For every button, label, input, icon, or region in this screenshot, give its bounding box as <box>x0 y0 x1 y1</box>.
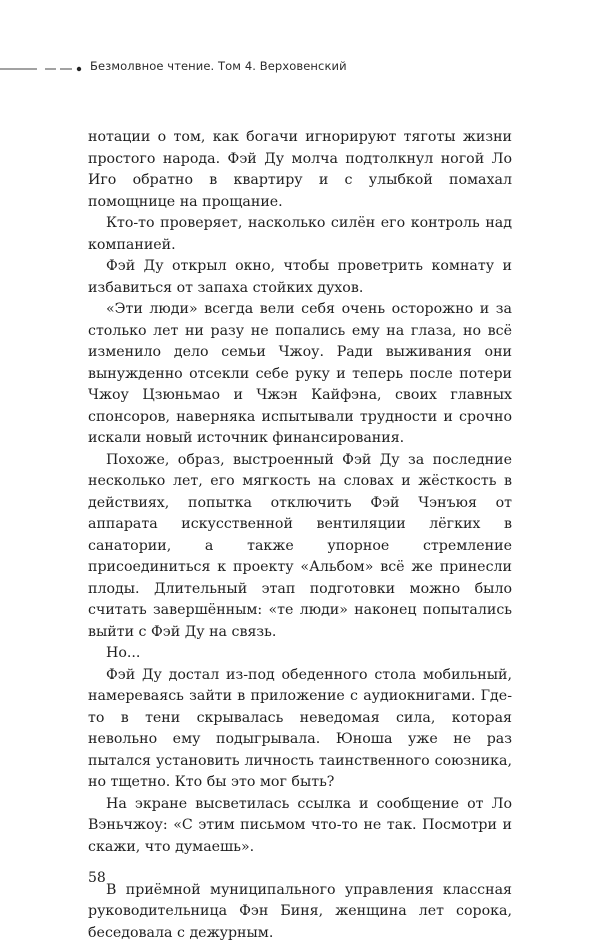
paragraph: Кто-то проверяет, насколько силён его контроль над компанией. <box>88 213 512 256</box>
paragraph: Но... <box>88 643 512 665</box>
paragraph: Похоже, образ, выстроенный Фэй Ду за последние несколько лет, его мягкость на словах и жёсткость в действиях, попытка отключить Фэй Чэнъюя от аппарата искусственной вентиляции лёгких в санатории, а также упорное стремление присоединиться к проекту «Альбом» всё же принесли плоды. Длительный этап подготовки можно было считать завершённым: «те люди» наконец попытались выйти с Фэй Ду на связь. <box>88 450 512 644</box>
running-header <box>0 58 600 78</box>
page-number: 58 <box>88 870 106 886</box>
paragraph: Фэй Ду достал из-под обеденного стола мобильный, намереваясь зайти в приложение с аудиокнигами. Где-то в тени скрывалась неведомая сила, которая невольно ему подыгрывала. Юноша уже не раз пытался установить личность таинственного союзника, но тщетно. Кто бы это мог быть? <box>88 665 512 794</box>
paragraph: На экране высветилась ссылка и сообщение от Ло Вэньчжоу: «С этим письмом что-то не так. Посмотри и скажи, что думаешь». <box>88 794 512 859</box>
header-ornament-rule <box>0 58 88 78</box>
running-title: Безмолвное чтение. Том 4. Верховенский <box>90 59 347 73</box>
paragraph: В приёмной муниципального управления классная руководительница Фэн Биня, женщина лет сорока, беседовала с дежурным. <box>88 880 512 944</box>
paragraph: Фэй Ду открыл окно, чтобы проветрить комнату и избавиться от запаха стойких духов. <box>88 256 512 299</box>
paragraph: «Эти люди» всегда вели себя очень осторожно и за столько лет ни разу не попались ему на глаза, но всё изменило дело семьи Чжоу. Ради выживания они вынужденно отсекли себе руку и теперь после потери Чжоу Цзюньмао и Чжэн Кайфэна, своих главных спонсоров, наверняка испытывали трудности и срочно искали новый источник финансирования. <box>88 299 512 450</box>
paragraph: нотации о том, как богачи игнорируют тяготы жизни простого народа. Фэй Ду молча подтолкнул ногой Ло Иго обратно в квартиру и с улыбкой помахал помощнице на прощание. <box>88 127 512 213</box>
page-body-text <box>88 127 512 944</box>
